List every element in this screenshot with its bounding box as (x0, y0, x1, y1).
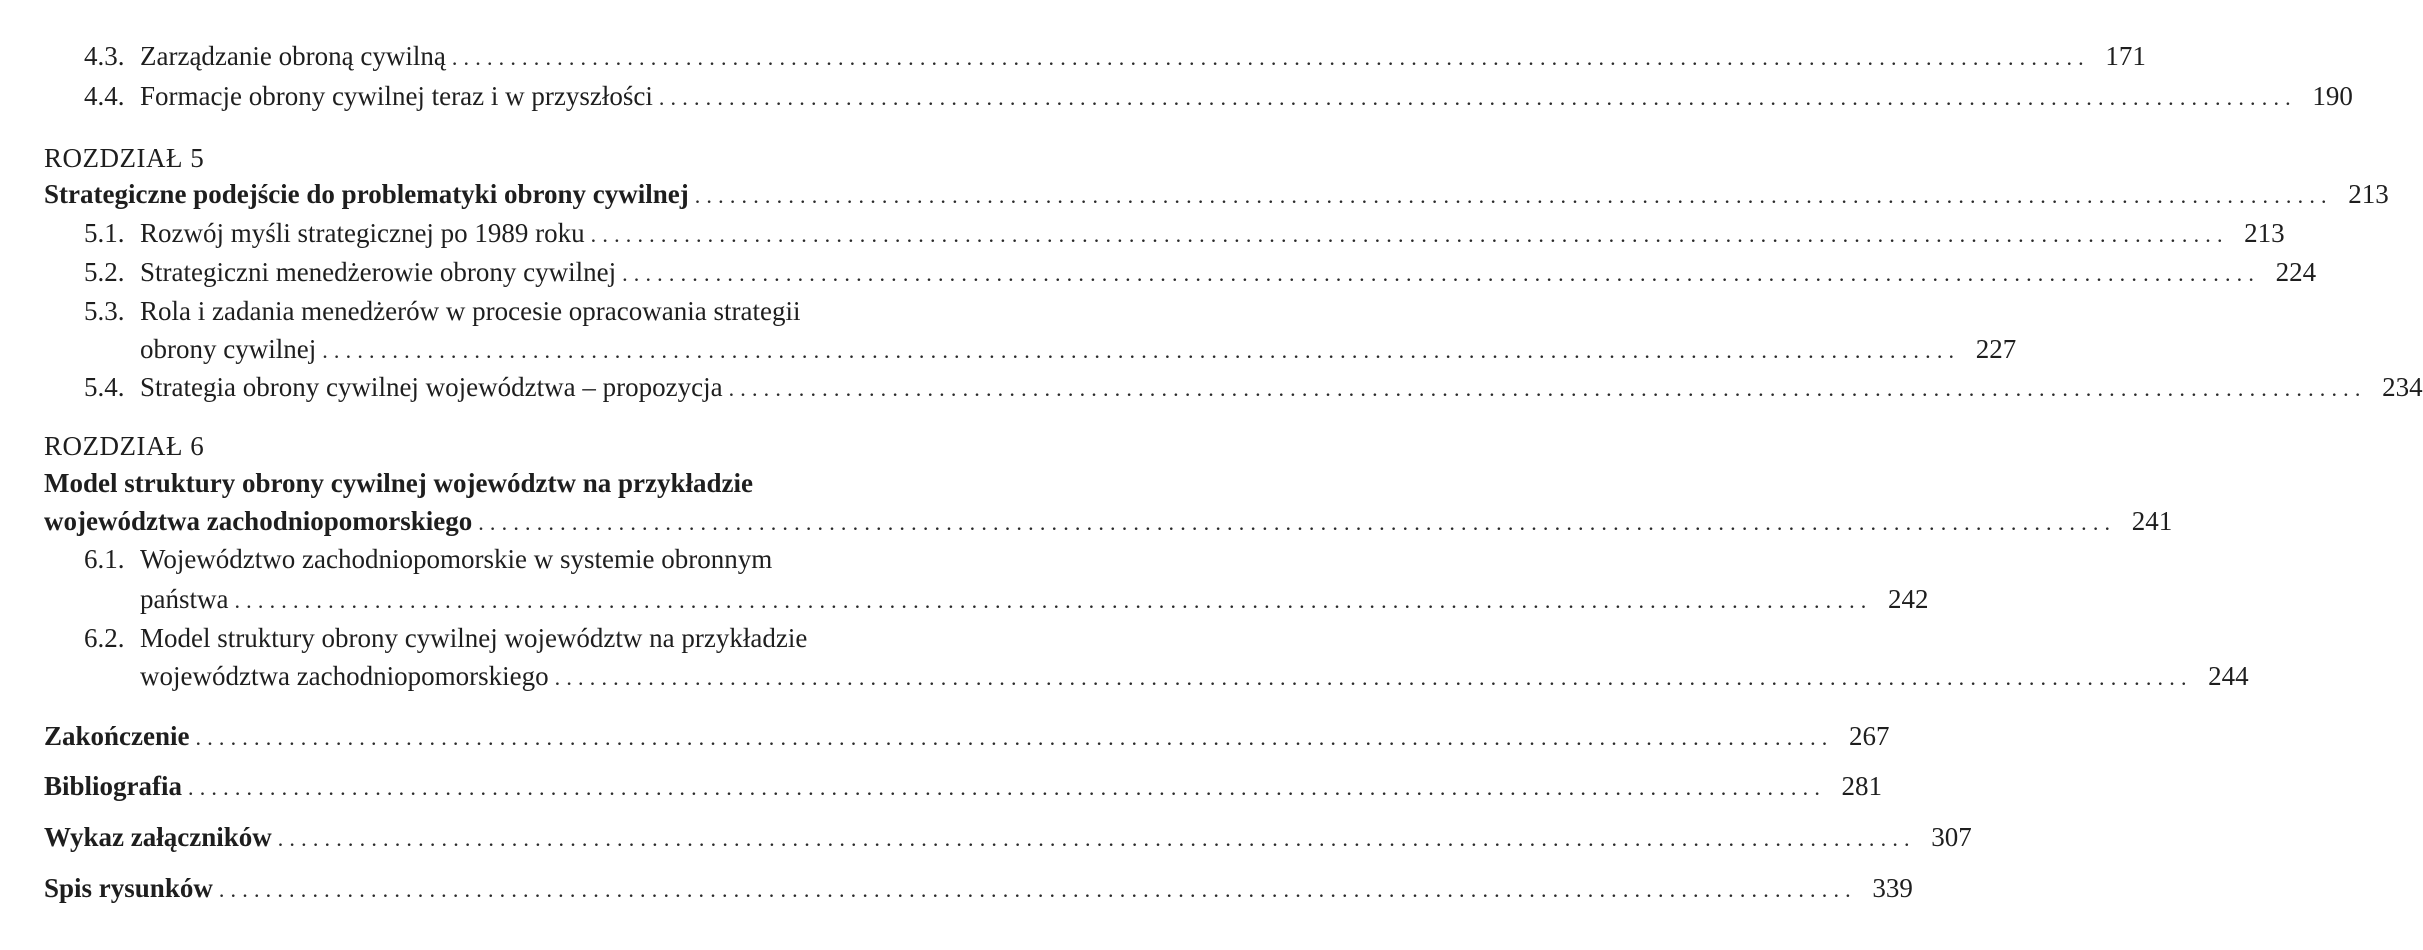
dot-leader: ............................................................................................................................................ (478, 510, 2117, 535)
end-matter-title: Bibliografia (44, 771, 183, 801)
section-title: Strategia obrony cywilnej województwa – propozycja (140, 372, 723, 402)
dot-leader: ............................................................................................................................................ (322, 338, 1961, 363)
section-number: 6.1. (84, 544, 125, 574)
page-number: 242 (1887, 584, 1929, 614)
dot-leader: ............................................................................................................................................ (622, 261, 2261, 286)
section-number: 5.2. (84, 257, 125, 287)
section-title: Rozwój myśli strategicznej po 1989 roku (140, 218, 585, 248)
page-number: 241 (2131, 506, 2173, 536)
toc-entry-5-3-line-1[interactable] (84, 291, 800, 331)
section-number: 5.3. (84, 296, 125, 326)
page-number: 339 (1872, 873, 1913, 903)
dot-leader: ............................................................................................................................................ (451, 45, 2090, 70)
page-number: 190 (2312, 81, 2353, 111)
chapter-title-continued: województwa zachodniopomorskiego (44, 506, 473, 536)
section-number: 4.3. (84, 41, 125, 71)
page-number: 307 (1931, 822, 1972, 852)
section-title-continued: województwa zachodniopomorskiego (140, 661, 549, 691)
section-number: 6.2. (84, 623, 125, 653)
section-title: Zarządzanie obroną cywilną (140, 41, 446, 71)
dot-leader: ............................................................................................................................................ (277, 826, 1916, 851)
section-title-continued: obrony cywilnej (140, 334, 317, 364)
page-number: 213 (2244, 218, 2285, 248)
toc-chapter-5-title[interactable] (44, 174, 2389, 214)
dot-leader: ............................................................................................................................................ (218, 877, 1857, 902)
section-title: Rola i zadania menedżerów w procesie opracowania strategii (140, 296, 801, 326)
chapter-title: Model struktury obrony cywilnej województw na przykładzie (44, 468, 753, 498)
toc-entry-zakonczenie[interactable] (44, 716, 1890, 756)
page-number: 267 (1849, 721, 1890, 751)
toc-entry-6-1-line-1[interactable] (84, 539, 772, 579)
dot-leader: ............................................................................................................................................ (658, 85, 2297, 110)
dot-leader: ............................................................................................................................................ (728, 376, 2367, 401)
toc-entry-5-2[interactable] (84, 252, 2317, 292)
chapter-5-label: ROZDZIAŁ 5 (44, 143, 205, 173)
page-number: 244 (2208, 661, 2249, 691)
toc-entry-wykaz-zalacznikow[interactable] (44, 817, 1972, 857)
toc-entry-6-2-line-1[interactable] (84, 618, 807, 658)
page-number: 213 (2348, 179, 2389, 209)
page-number: 234 (2382, 372, 2423, 402)
end-matter-title: Spis rysunków (44, 873, 213, 903)
chapter-title: Strategiczne podejście do problematyki obrony cywilnej (44, 179, 689, 209)
toc-entry-bibliografia[interactable] (44, 766, 1883, 806)
dot-leader: ............................................................................................................................................ (554, 665, 2193, 690)
dot-leader: ............................................................................................................................................ (195, 725, 1834, 750)
page-number: 227 (1975, 334, 2017, 364)
toc-entry-6-2-line-2[interactable] (140, 656, 2249, 696)
toc-entry-5-4[interactable] (84, 367, 2423, 407)
toc-chapter-6-title-line-2[interactable] (44, 501, 2173, 541)
section-title-continued: państwa (140, 584, 229, 614)
dot-leader: ............................................................................................................................................ (590, 222, 2229, 247)
section-number: 5.1. (84, 218, 125, 248)
toc-entry-6-1-line-2[interactable] (140, 579, 1929, 619)
end-matter-title: Zakończenie (44, 721, 190, 751)
toc-entry-4-3[interactable] (84, 36, 2146, 76)
section-number: 4.4. (84, 81, 125, 111)
end-matter-title: Wykaz załączników (44, 822, 272, 852)
page-number: 171 (2105, 41, 2146, 71)
chapter-6-label: ROZDZIAŁ 6 (44, 431, 205, 461)
toc-entry-spis-rysunkow[interactable] (44, 868, 1913, 908)
page-number: 224 (2275, 257, 2317, 287)
section-title: Województwo zachodniopomorskie w systemie obronnym (140, 544, 773, 574)
toc-entry-5-3-line-2[interactable] (140, 329, 2017, 369)
page-number: 281 (1841, 771, 1883, 801)
toc-entry-5-1[interactable] (84, 213, 2285, 253)
dot-leader: ............................................................................................................................................ (188, 775, 1827, 800)
dot-leader: ............................................................................................................................................ (694, 183, 2333, 208)
toc-entry-4-4[interactable] (84, 76, 2353, 116)
section-title: Model struktury obrony cywilnej województw na przykładzie (140, 623, 808, 653)
section-title: Strategiczni menedżerowie obrony cywilnej (140, 257, 617, 287)
toc-chapter-6-title-line-1[interactable] (44, 463, 753, 503)
section-title: Formacje obrony cywilnej teraz i w przyszłości (140, 81, 653, 111)
section-number: 5.4. (84, 372, 125, 402)
dot-leader: ............................................................................................................................................ (234, 588, 1873, 613)
